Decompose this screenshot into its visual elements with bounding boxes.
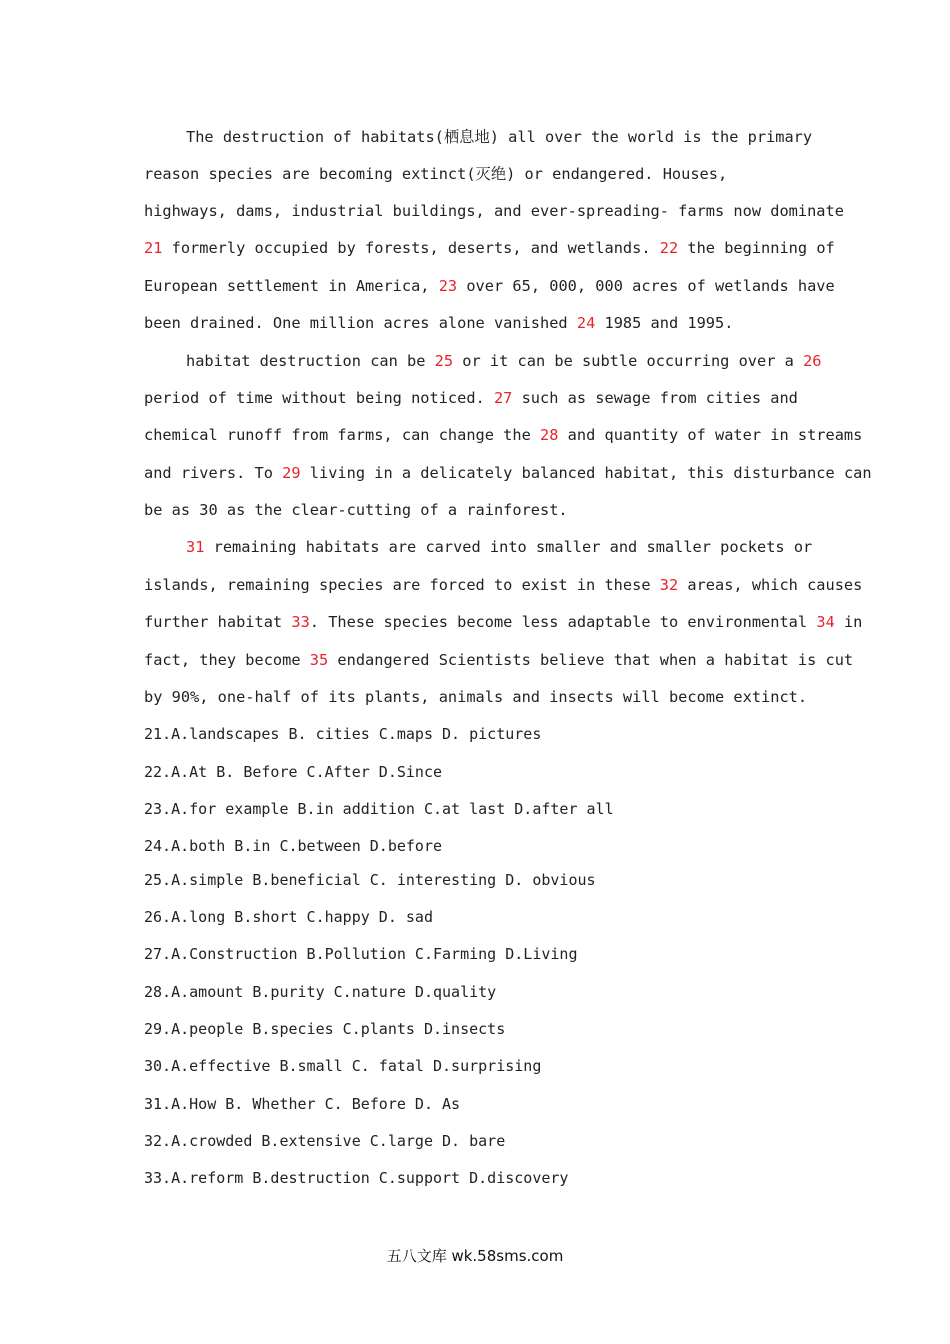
footer-watermark: 五八文库 wk.58sms.com xyxy=(386,1247,564,1265)
passage-text: be as 30 as the clear-cutting of a rainforest. xyxy=(144,501,568,519)
option-line: 27.A.Construction B.Pollution C.Farming D.Living xyxy=(144,945,578,963)
passage-line xyxy=(144,612,863,632)
blank-number: 32 xyxy=(659,576,679,594)
passage-text: highways, dams, industrial buildings, and ever-spreading- farms now dominate xyxy=(144,202,844,220)
option-line: 26.A.long B.short C.happy D. sad xyxy=(144,908,433,926)
blank-number: 29 xyxy=(282,464,301,482)
passage-text: chemical runoff from farms, can change the xyxy=(144,426,541,444)
option-line: 30.A.effective B.small C. fatal D.surprising xyxy=(144,1057,542,1075)
passage-text: been drained. One million acres alone vanished xyxy=(144,314,577,332)
passage-line xyxy=(144,687,814,707)
blank-number: 26 xyxy=(803,352,822,370)
passage-text: reason species are becoming extinct(灭绝) or endangered. Houses, xyxy=(144,165,728,183)
passage-text: living in a delicately balanced habitat, this disturbance can xyxy=(300,464,872,482)
passage-line xyxy=(144,575,863,595)
passage-text: areas, which causes xyxy=(678,576,863,594)
blank-number: 22 xyxy=(659,239,679,257)
passage-text: in xyxy=(834,613,863,631)
passage-text: 1985 and 1995. xyxy=(595,314,734,332)
passage-text: over 65, 000, 000 acres of wetlands have xyxy=(457,277,835,295)
passage-line xyxy=(144,238,835,258)
option-line: 33.A.reform B.destruction C.support D.discovery xyxy=(144,1169,569,1187)
passage-line xyxy=(144,425,863,445)
passage-text: and quantity of water in streams xyxy=(558,426,863,444)
blank-number: 34 xyxy=(816,613,835,631)
passage-text: further habitat xyxy=(144,613,292,631)
passage-text: . These species become less adaptable to environmental xyxy=(309,613,817,631)
passage-text: formerly occupied by forests, deserts, and wetlands. xyxy=(162,239,660,257)
blank-number: 31 xyxy=(186,538,205,556)
blank-number: 25 xyxy=(434,352,454,370)
option-line: 23.A.for example B.in addition C.at last D.after all xyxy=(144,800,614,818)
option-line: 29.A.people B.species C.plants D.insects xyxy=(144,1020,506,1038)
passage-line xyxy=(144,201,844,221)
blank-number: 33 xyxy=(291,613,310,631)
blank-number: 27 xyxy=(493,389,513,407)
passage-line xyxy=(144,388,814,408)
blank-number: 28 xyxy=(540,426,559,444)
blank-number: 35 xyxy=(309,651,329,669)
passage-line xyxy=(144,313,814,333)
passage-text: or it can be subtle occurring over a xyxy=(453,352,804,370)
passage-text: period of time without being noticed. xyxy=(144,389,494,407)
passage-text: habitat destruction can be xyxy=(186,352,435,370)
blank-number: 24 xyxy=(576,314,596,332)
option-line: 32.A.crowded B.extensive C.large D. bare xyxy=(144,1132,506,1150)
passage-line xyxy=(144,164,814,184)
passage-text: remaining habitats are carved into smaller and smaller pockets or xyxy=(204,538,813,556)
passage-text: the beginning of xyxy=(678,239,835,257)
passage-text: endangered Scientists believe that when a habitat is cut xyxy=(328,651,854,669)
passage-text: by 90%, one-half of its plants, animals and insects will become extinct. xyxy=(144,688,808,706)
passage-line xyxy=(144,463,872,483)
option-line: 25.A.simple B.beneficial C. interesting D. obvious xyxy=(144,871,596,889)
passage-line xyxy=(144,500,814,520)
passage-line xyxy=(144,650,854,670)
blank-number: 21 xyxy=(144,239,163,257)
option-line: 31.A.How B. Whether C. Before D. As xyxy=(144,1095,461,1113)
option-line: 28.A.amount B.purity C.nature D.quality xyxy=(144,983,497,1001)
passage-line xyxy=(186,537,856,557)
option-line: 22.A.At B. Before C.After D.Since xyxy=(144,763,443,781)
passage-line xyxy=(186,351,856,371)
blank-number: 23 xyxy=(438,277,458,295)
option-line: 21.A.landscapes B. cities C.maps D. pictures xyxy=(144,725,542,743)
passage-text: islands, remaining species are forced to exist in these xyxy=(144,576,660,594)
passage-line xyxy=(144,276,835,296)
option-line: 24.A.both B.in C.between D.before xyxy=(144,837,443,855)
passage-text: The destruction of habitats(栖息地) all over the world is the primary xyxy=(186,128,813,146)
passage-text: European settlement in America, xyxy=(144,277,439,295)
passage-text: fact, they become xyxy=(144,651,310,669)
passage-text: such as sewage from cities and xyxy=(512,389,798,407)
passage-text: and rivers. To xyxy=(144,464,283,482)
passage-line xyxy=(186,127,856,147)
